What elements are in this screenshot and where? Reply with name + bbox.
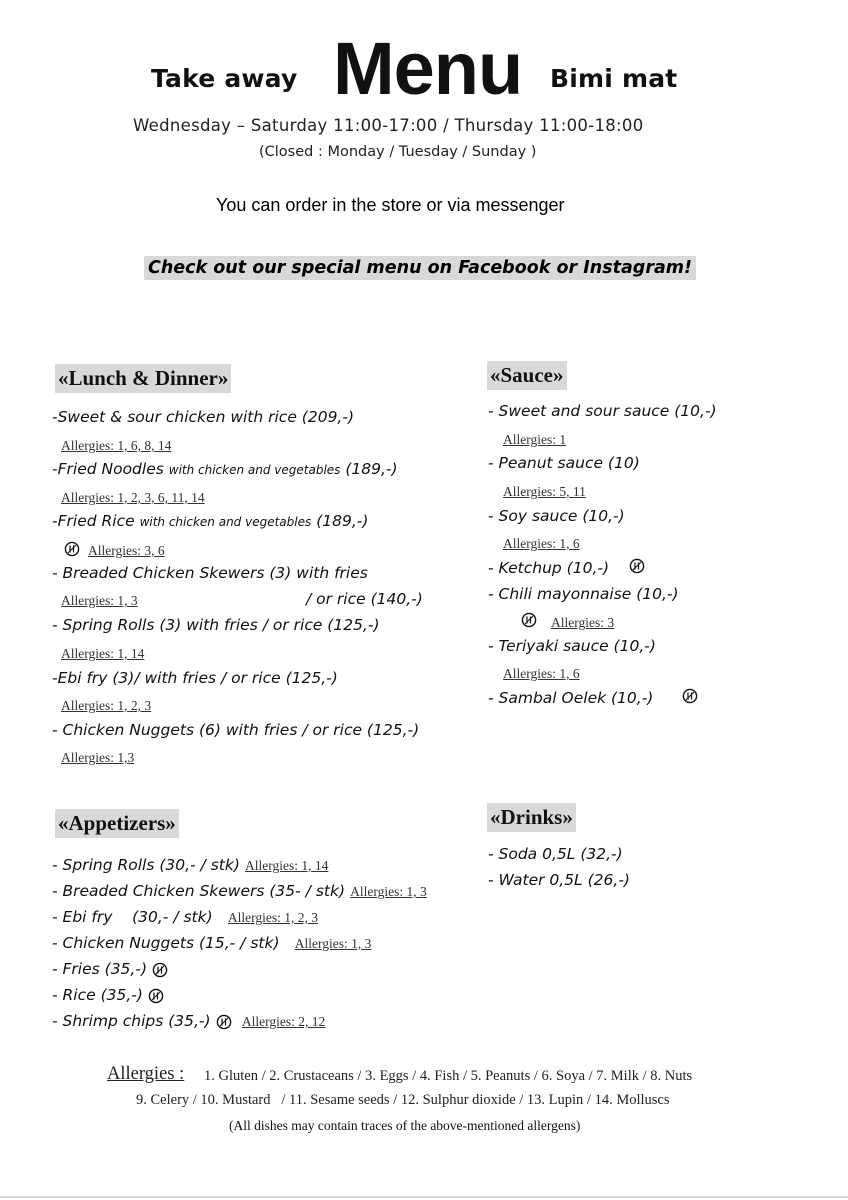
- item-name: - Chicken Nuggets (15,- / stk): [52, 934, 280, 952]
- allergy-info: Allergies: 1, 2, 3: [227, 910, 319, 925]
- allergy-info: Allergies: 3: [551, 615, 615, 630]
- section-lunch-dinner-title: «Lunch & Dinner»: [55, 364, 231, 393]
- allergy-info: Allergies: 1, 14: [61, 646, 145, 661]
- menu-item: - Teriyaki sauce (10,-): [488, 637, 656, 655]
- circled-cutlery-icon: [629, 558, 645, 574]
- section-drinks-title: «Drinks»: [487, 803, 576, 832]
- circled-cutlery-icon: [682, 688, 698, 704]
- item-detail: with chicken and vegetables: [168, 463, 341, 477]
- item-price: (189,-): [316, 512, 369, 530]
- menu-item: [52, 855, 328, 874]
- circled-cutlery-icon: [216, 1014, 232, 1030]
- allergy-info: Allergies: 1, 2, 3: [61, 698, 152, 713]
- item-name: - Rice (35,-): [52, 986, 143, 1004]
- menu-item: - Chili mayonnaise (10,-): [488, 585, 679, 603]
- allergy-legend-label: Allergies :: [107, 1064, 185, 1084]
- allergen-traces-note: (All dishes may contain traces of the above-mentioned allergens): [229, 1118, 581, 1133]
- item-name: - Ebi fry (30,- / stk): [52, 908, 213, 926]
- allergy-info: Allergies: 5, 11: [503, 484, 586, 499]
- menu-item: - Water 0,5L (26,-): [488, 871, 630, 889]
- closed-days: (Closed : Monday / Tuesday / Sunday ): [259, 144, 537, 160]
- menu-item: - Spring Rolls (3) with fries / or rice (125,-): [52, 616, 380, 634]
- menu-item: [52, 985, 164, 1004]
- menu-item: - Breaded Chicken Skewers (3) with fries: [52, 564, 368, 582]
- menu-item: -Ebi fry (3)/ with fries / or rice (125,-): [52, 669, 338, 687]
- allergy-info: Allergies: 1, 3: [61, 593, 138, 608]
- menu-item: - Soy sauce (10,-): [488, 507, 625, 525]
- menu-item-extra: / or rice (140,-): [306, 590, 423, 608]
- circled-cutlery-icon: [521, 612, 537, 628]
- menu-item: [52, 460, 398, 478]
- allergy-info: Allergies: 1, 6: [503, 536, 580, 551]
- item-name: -Fried Rice: [52, 512, 135, 530]
- allergy-info: Allergies: 1, 2, 3, 6, 11, 14: [61, 490, 205, 505]
- item-price: (189,-): [345, 460, 398, 478]
- allergy-info: Allergies: 1, 3: [350, 884, 427, 899]
- menu-item: - Peanut sauce (10): [488, 454, 640, 472]
- menu-item: [52, 907, 318, 926]
- allergy-info: Allergies: 1: [503, 432, 567, 447]
- take-away-label: Take away: [151, 64, 298, 93]
- section-appetizers-title: «Appetizers»: [55, 809, 179, 838]
- order-info: You can order in the store or via messenger: [216, 195, 565, 215]
- item-name: -Fried Noodles: [52, 460, 164, 478]
- menu-item: -Sweet & sour chicken with rice (209,-): [52, 408, 354, 426]
- allergy-info: Allergies: 3, 6: [88, 543, 165, 558]
- item-name: - Spring Rolls (30,- / stk): [52, 856, 240, 874]
- opening-hours: Wednesday – Saturday 11:00-17:00 / Thursday 11:00-18:00: [133, 116, 644, 135]
- page-bottom-border: [0, 1196, 848, 1198]
- circled-cutlery-icon: [152, 962, 168, 978]
- menu-item: [52, 1011, 325, 1030]
- restaurant-name: Bimi mat: [550, 64, 678, 93]
- item-name: - Shrimp chips (35,-): [52, 1012, 211, 1030]
- menu-item: [52, 512, 368, 530]
- item-name: - Fries (35,-): [52, 960, 147, 978]
- menu-item: - Sambal Oelek (10,-): [488, 689, 654, 707]
- menu-item: [52, 959, 168, 978]
- menu-item: [52, 881, 427, 900]
- allergy-info: Allergies: 1, 6, 8, 14: [61, 438, 172, 453]
- allergy-info: Allergies: 1, 6: [503, 666, 580, 681]
- allergy-legend-line-2: 9. Celery / 10. Mustard / 11. Sesame seeds / 12. Sulphur dioxide / 13. Lupin / 14. Molluscs: [136, 1092, 670, 1108]
- circled-cutlery-icon: [64, 541, 80, 557]
- menu-item: [52, 933, 371, 952]
- section-sauce-title: «Sauce»: [487, 361, 567, 390]
- allergy-legend-line-1: 1. Gluten / 2. Crustaceans / 3. Eggs / 4. Fish / 5. Peanuts / 6. Soya / 7. Milk / 8. Nuts: [204, 1068, 693, 1084]
- item-detail: with chicken and vegetables: [139, 515, 312, 529]
- menu-item: - Sweet and sour sauce (10,-): [488, 402, 717, 420]
- allergy-info: Allergies: 2, 12: [241, 1014, 326, 1029]
- menu-item: - Soda 0,5L (32,-): [488, 845, 623, 863]
- menu-item: - Ketchup (10,-): [488, 559, 610, 577]
- special-menu-banner: Check out our special menu on Facebook or Instagram!: [144, 256, 696, 280]
- allergy-info: Allergies: 1,3: [61, 750, 135, 765]
- circled-cutlery-icon: [148, 988, 164, 1004]
- page-title: Menu: [333, 27, 523, 110]
- item-name: - Breaded Chicken Skewers (35- / stk): [52, 882, 345, 900]
- allergy-info: Allergies: 1, 3: [294, 936, 372, 951]
- allergy-info: Allergies: 1, 14: [244, 858, 329, 873]
- menu-item: - Chicken Nuggets (6) with fries / or rice (125,-): [52, 721, 420, 739]
